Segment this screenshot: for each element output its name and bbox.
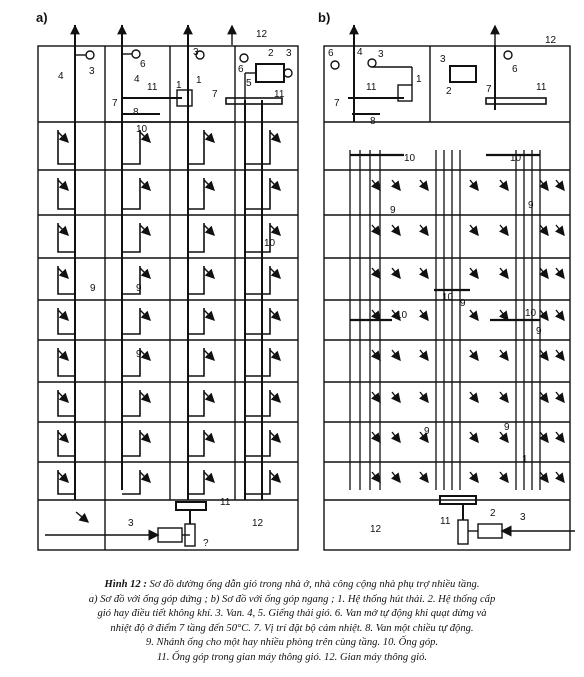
panel-a-branch-f2-c3 <box>188 178 204 209</box>
panel-b-label: b) <box>318 10 331 25</box>
panel-a-room-arrow-f5-c2 <box>140 310 150 320</box>
panel-a-room-arrow-f1-c3 <box>204 132 214 142</box>
panel-a-inlet-arrow <box>76 512 88 522</box>
panel-a-room-arrow-f2-c1 <box>58 180 68 190</box>
panel-b-room-arrow-f7-c7 <box>556 432 564 442</box>
panel-b-room-arrow-f5-c7 <box>556 350 564 360</box>
panel-b-collector-bundles <box>350 150 540 490</box>
panel-b-room-arrow-f4-c1 <box>372 310 380 320</box>
panel-b-room-arrow-f4-c5 <box>500 310 508 320</box>
panel-a-room-arrow-f5-c4 <box>270 310 280 320</box>
panel-a-room-arrow-f5-c3 <box>204 310 214 320</box>
panel-b-room-arrow-f6-c4 <box>470 392 478 402</box>
panel-a-branch-f9-c2 <box>122 470 140 494</box>
panel-a-room-arrow-f9-c1 <box>58 472 68 482</box>
panel-b-valve-right-top <box>504 51 512 59</box>
panel-b-callout-9-b: 9 <box>528 200 534 211</box>
panel-b-room-arrow-f5-c1 <box>372 350 380 360</box>
panel-b-room-arrow-f7-c6 <box>540 432 548 442</box>
panel-b-callout-10-a: 10 <box>404 153 416 164</box>
panel-a-room-arrow-f3-c4 <box>270 225 280 235</box>
panel-a-callout-11-bottom: 11 <box>220 497 231 508</box>
panel-a-room-arrow-f6-c3 <box>204 350 214 360</box>
panel-a-room-arrow-f4-c4 <box>270 268 280 278</box>
panel-a-callout-11-right: 11 <box>274 89 285 100</box>
panel-b-callout-3-bottom: 3 <box>520 512 526 523</box>
panel-b-room-arrow-f6-c1 <box>372 392 380 402</box>
panel-b-horizontal-collector <box>318 10 575 550</box>
panel-b-room-arrow-f2-c5 <box>500 225 508 235</box>
panel-b-room-arrow-f5-c2 <box>392 350 400 360</box>
panel-a-room-arrow-f8-c4 <box>270 432 280 442</box>
panel-b-room-arrow-f7-c2 <box>392 432 400 442</box>
caption-line-1 <box>6 578 578 593</box>
panel-a-room-arrow-f4-c2 <box>140 268 150 278</box>
panel-a-callout-3-fan: 3 <box>286 48 292 59</box>
panel-a-callout-fan-bottom: ? <box>203 538 209 549</box>
panel-b-callout-8: 8 <box>370 116 376 127</box>
panel-b-callout-9-a: 9 <box>390 205 396 216</box>
panel-b-callout-9-f: 9 <box>460 298 466 309</box>
panel-b-room-arrow-f8-c2 <box>392 472 400 482</box>
panel-a-branch-f1-c4 <box>245 130 270 164</box>
panel-b-callout-12-bottom: 12 <box>370 524 382 535</box>
panel-a-callout-6-auto: 6 <box>238 64 244 75</box>
panel-b-room-arrow-f4-c6 <box>540 310 548 320</box>
panel-a-branch-f9-c4 <box>245 470 270 494</box>
panel-a-supply-fan-box <box>256 64 284 82</box>
panel-a-branch-f2-c2 <box>122 178 140 209</box>
panel-a-room-arrow-f6-c1 <box>58 350 68 360</box>
panel-a-callout-3-bottom: 3 <box>128 518 134 529</box>
panel-a-room-arrow-f5-c1 <box>58 310 68 320</box>
panel-b-room-arrow-f5-c5 <box>500 350 508 360</box>
panel-a-branch-f9-c3 <box>188 470 204 494</box>
panel-b-callout-2: 2 <box>446 86 452 97</box>
panel-b-callout-3-right: 3 <box>440 54 446 65</box>
panel-b-room-arrow-f8-c3 <box>420 472 428 482</box>
panel-b-callout-11-right: 11 <box>536 82 547 93</box>
panel-a-callout-3-left: 3 <box>89 66 95 77</box>
caption-line-5: 9. Nhánh ống cho một hay nhiều phòng trên cùng tầng. 10. Ống góp. <box>145 637 439 649</box>
panel-a-room-arrow-f7-c2 <box>140 392 150 402</box>
panel-a-callout-12-bottom: 12 <box>252 518 264 529</box>
panel-a-callout-11-mid: 11 <box>147 82 158 93</box>
panel-a-branch-f6-c4 <box>245 348 270 376</box>
panel-b-valve-left <box>331 61 339 69</box>
panel-a-callout-3-right: 3 <box>193 47 199 58</box>
panel-a-room-arrow-f3-c3 <box>204 225 214 235</box>
panel-b-callout-4: 4 <box>357 47 363 58</box>
caption-line-6: 11. Ống góp trong gian máy thông gió. 12. Gian máy thông gió. <box>156 651 428 663</box>
panel-b-room-arrow-f4-c7 <box>556 310 564 320</box>
panel-b-room-arrow-f1-c1 <box>372 180 380 190</box>
panel-b-room-arrow-f6-c6 <box>540 392 548 402</box>
panel-b-room-arrow-f6-c5 <box>500 392 508 402</box>
panel-b-supply-box-bottom <box>478 524 502 538</box>
panel-b-room-arrow-f1-c2 <box>392 180 400 190</box>
panel-a-room-arrow-f2-c3 <box>204 180 214 190</box>
panel-b-fan-bottom <box>458 520 468 544</box>
panel-a-room-arrow-f7-c3 <box>204 392 214 402</box>
panel-a-callout-6-mid: 6 <box>140 59 146 70</box>
panel-b-room-arrow-f7-c4 <box>470 432 478 442</box>
panel-b-callout-10-b: 10 <box>510 153 522 164</box>
panel-a-fan-valve <box>284 69 292 77</box>
panel-a-auto-valve <box>240 54 248 62</box>
panel-b-room-arrow-f1-c7 <box>556 180 564 190</box>
panel-b-valve-top <box>368 59 376 67</box>
caption-figure-number: Hình 12 : <box>104 579 147 590</box>
panel-a-branch-f7-c2 <box>122 390 140 416</box>
panel-a-callout-5: 5 <box>246 78 252 89</box>
panel-a-branch-f7-c3 <box>188 390 204 416</box>
panel-a-branch-f5-c4 <box>245 308 270 334</box>
panel-b-room-arrow-f6-c3 <box>420 392 428 402</box>
panel-b-callout-6-left: 6 <box>328 48 334 59</box>
panel-b-room-arrow-f8-c5 <box>500 472 508 482</box>
caption-line-4: nhiệt độ ở điểm 7 tầng đến 50°C. 7. Vị trí đặt bộ cảm nhiệt. 8. Van một chiều tự động. <box>110 622 474 634</box>
panel-a-callout-10-right: 10 <box>264 238 276 249</box>
panel-b-room-arrow-f5-c4 <box>470 350 478 360</box>
panel-b-room-arrow-f2-c4 <box>470 225 478 235</box>
panel-b-callout-12-top: 12 <box>545 35 557 46</box>
panel-a-room-arrow-f8-c3 <box>204 432 214 442</box>
panel-a-branch-f5-c2 <box>122 308 140 334</box>
panel-b-room-arrow-f7-c1 <box>372 432 380 442</box>
panel-a-room-arrow-f7-c4 <box>270 392 280 402</box>
panel-a-room-arrow-f9-c3 <box>204 472 214 482</box>
panel-b-callout-9-c: 9 <box>536 326 542 337</box>
panel-b-room-arrow-f2-c1 <box>372 225 380 235</box>
panel-a-callout-4-left: 4 <box>58 71 64 82</box>
panel-a-room-arrow-f3-c1 <box>58 225 68 235</box>
panel-a-branch-f8-c4 <box>245 430 270 456</box>
panel-a-callout-1-fan: 1 <box>196 75 202 86</box>
panel-a-callout-9-a: 9 <box>90 283 96 294</box>
panel-a-label: a) <box>36 10 48 25</box>
panel-b-room-arrow-f3-c6 <box>540 268 548 278</box>
panel-a-branch-f5-c3 <box>188 308 204 334</box>
panel-b-callout-2-bottom: 2 <box>490 508 496 519</box>
panel-b-room-arrow-f3-c4 <box>470 268 478 278</box>
panel-b-callout-9-d: 9 <box>424 426 430 437</box>
panel-a-branch-f4-c4 <box>245 266 270 294</box>
panel-a-room-arrow-f2-c2 <box>140 180 150 190</box>
panel-a-valve-left <box>86 51 94 59</box>
panel-b-room-arrow-f5-c6 <box>540 350 548 360</box>
panel-a-branch-f3-c2 <box>122 223 140 252</box>
panel-a-floor-lines <box>38 122 298 500</box>
panel-a-callout-8: 8 <box>133 107 139 118</box>
panel-b-room-arrow-f1-c3 <box>420 180 428 190</box>
panel-a-branch-f1-c3 <box>188 130 204 164</box>
panel-a-room-arrow-f9-c2 <box>140 472 150 482</box>
panel-a-room-arrow-f4-c1 <box>58 268 68 278</box>
panel-a-supply-box-bottom <box>158 528 182 542</box>
panel-b-callout-10-d: 10 <box>396 310 408 321</box>
panel-b-room-arrow-f3-c2 <box>392 268 400 278</box>
panel-b-room-arrow-f7-c5 <box>500 432 508 442</box>
panel-b-room-arrow-f4-c3 <box>420 310 428 320</box>
caption-line-3: gió hay điều tiết không khí. 3. Van. 4, 5. Giếng thải gió. 6. Van mở tự động khi quạt dừng và <box>97 608 487 620</box>
panel-b-callout-11-bottom: 11 <box>440 516 451 527</box>
panel-a-callout-1-damper: 1 <box>176 80 182 91</box>
panel-b-callout-7-left: 7 <box>334 98 340 109</box>
panel-b-room-arrow-f1-c6 <box>540 180 548 190</box>
panel-a-room-arrow-f9-c4 <box>270 472 280 482</box>
panel-b-room-arrow-f2-c6 <box>540 225 548 235</box>
panel-a-callout-7-left: 7 <box>112 98 118 109</box>
panel-a-branch-f4-c3 <box>188 266 204 294</box>
panel-a-branch-f7-c4 <box>245 390 270 416</box>
panel-a-room-arrow-f8-c2 <box>140 432 150 442</box>
panel-a-room-arrow-f1-c1 <box>58 132 68 142</box>
figure-caption <box>6 578 578 666</box>
panel-a-callout-4-mid: 4 <box>134 74 140 85</box>
panel-a-callout-9-c: 9 <box>136 349 142 360</box>
panel-a-room-arrow-f4-c3 <box>204 268 214 278</box>
panel-b-room-arrow-f2-c3 <box>420 225 428 235</box>
panel-b-room-arrow-f1-c4 <box>470 180 478 190</box>
panel-b-room-arrow-f6-c7 <box>556 392 564 402</box>
panel-b-room-arrow-f8-c4 <box>470 472 478 482</box>
panel-a-room-arrow-f8-c1 <box>58 432 68 442</box>
panel-a-room-branches <box>58 130 280 494</box>
panel-b-room-arrow-f6-c2 <box>392 392 400 402</box>
caption-title: Sơ đồ dường ống dẫn gió trong nhà ở, nhà công cộng nhà phụ trợ nhiều tầng. <box>146 579 480 590</box>
panel-b-callout-6-right: 6 <box>512 64 518 75</box>
panel-b-room-arrow-f1-c5 <box>500 180 508 190</box>
panel-a-room-arrow-f2-c4 <box>270 180 280 190</box>
panel-a-room-arrow-f1-c4 <box>270 132 280 142</box>
panel-b-callout-7-right: 7 <box>486 84 492 95</box>
panel-a-branch-f3-c3 <box>188 223 204 252</box>
panel-a-room-arrow-f3-c2 <box>140 225 150 235</box>
panel-b-callout-9-e: 9 <box>504 422 510 433</box>
panel-b-room-arrow-f3-c5 <box>500 268 508 278</box>
panel-a-branch-f2-c4 <box>245 178 270 209</box>
panel-a-callout-9-b: 9 <box>136 283 142 294</box>
panel-b-callout-1-bottom: 1 <box>522 454 528 465</box>
panel-a-callout-7-right: 7 <box>212 89 218 100</box>
panel-b-callout-1: 1 <box>416 74 422 85</box>
panel-b-room-arrow-f4-c4 <box>470 310 478 320</box>
panel-a-callout-12-top: 12 <box>256 29 268 40</box>
panel-b-room-arrow-f3-c3 <box>420 268 428 278</box>
panel-b-callout-10-c: 10 <box>442 292 454 303</box>
panel-b-room-arrow-f8-c1 <box>372 472 380 482</box>
panel-b-room-arrow-f2-c7 <box>556 225 564 235</box>
panel-b-callout-11-left: 11 <box>366 82 377 93</box>
panel-a-callout-10: 10 <box>136 124 148 135</box>
panel-b-room-arrow-f2-c2 <box>392 225 400 235</box>
panel-a-branch-f6-c3 <box>188 348 204 376</box>
panel-b-room-arrow-f8-c6 <box>540 472 548 482</box>
panel-a-room-arrow-f6-c4 <box>270 350 280 360</box>
panel-a-branch-f8-c2 <box>122 430 140 456</box>
panel-b-room-arrow-f3-c1 <box>372 268 380 278</box>
panel-b-callout-3-top: 3 <box>378 49 384 60</box>
panel-b-supply-fan-box <box>450 66 476 82</box>
panel-b-callout-10-e: 10 <box>525 308 537 319</box>
panel-a-callout-2: 2 <box>268 48 274 59</box>
panel-a-branch-f8-c3 <box>188 430 204 456</box>
panel-b-room-arrow-f8-c7 <box>556 472 564 482</box>
panel-a-valve-mid <box>132 50 140 58</box>
panel-a-branch-f1-c2 <box>122 130 140 164</box>
panel-a-room-arrow-f7-c1 <box>58 392 68 402</box>
caption-line-2: a) Sơ đồ với ống góp dứng ; b) Sơ đồ với ống góp ngang ; 1. Hệ thống hút thải. 2. Hệ thống cấp <box>88 593 496 605</box>
panel-a-collector-bottom <box>176 502 206 510</box>
panel-b-room-arrow-f3-c7 <box>556 268 564 278</box>
panel-a-vertical-collector <box>36 10 298 550</box>
panel-b-room-arrow-f5-c3 <box>420 350 428 360</box>
